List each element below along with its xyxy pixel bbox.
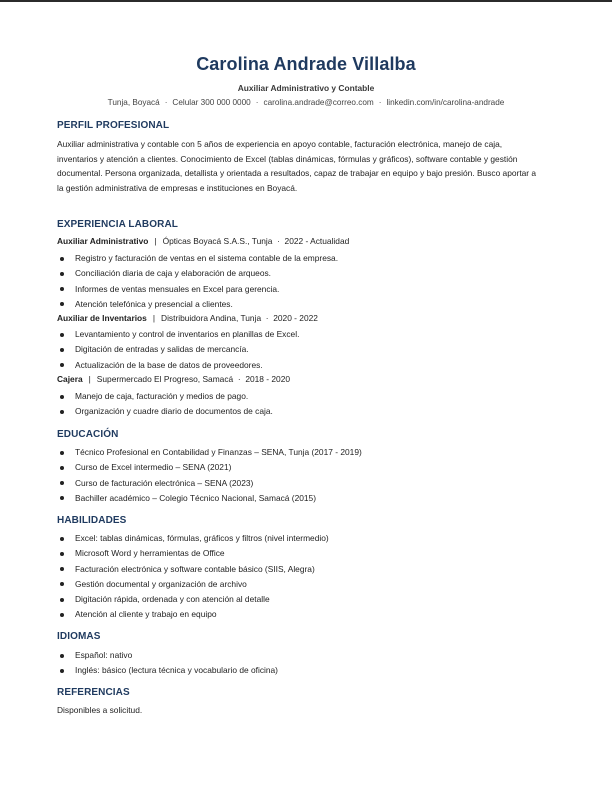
list-item: Digitación de entradas y salidas de mercancía. (57, 342, 299, 357)
job-dot: · (265, 313, 269, 323)
contact-separator: · (378, 98, 382, 107)
list-item: Atención al cliente y trabajo en equipo (57, 607, 329, 622)
contact-location: Tunja, Boyacá (107, 98, 160, 107)
job-header (57, 236, 349, 246)
perfil-text: Auxiliar administrativa y contable con 5 años de experiencia en apoyo contable, facturación electrónica, manejo de caja, inventarios y atención a clientes. Conocimiento de Excel (tablas dinámicas, fórmulas y gráficos), software contable y gestión documental. Persona organizada, detallista y orientada a resultados, capaz de trabajar en equipo y bajo presión. Busco aportar a la gestión administrativa de empresas e instituciones en Boyacá. (57, 139, 537, 193)
list-item: Español: nativo (57, 648, 278, 663)
list-item: Excel: tablas dinámicas, fórmulas, gráficos y filtros (nivel intermedio) (57, 531, 329, 546)
contact-line (57, 98, 555, 107)
job-separator: | (152, 313, 156, 323)
section-title-experiencia: EXPERIENCIA LABORAL (57, 219, 178, 230)
contact-email[interactable]: carolina.andrade@correo.com (263, 98, 374, 107)
education-list (57, 445, 362, 506)
list-item: Bachiller académico – Colegio Técnico Nacional, Samacá (2015) (57, 491, 362, 506)
contact-linkedin[interactable]: linkedin.com/in/carolina-andrade (386, 98, 505, 107)
list-item: Curso de Excel intermedio – SENA (2021) (57, 460, 362, 475)
candidate-name: Carolina Andrade Villalba (196, 54, 416, 74)
job-tasks-list (57, 389, 273, 420)
list-item: Actualización de la base de datos de proveedores. (57, 358, 299, 373)
job-dot: · (277, 236, 280, 246)
job-tasks-list (57, 251, 338, 312)
job-dates: 2020 - 2022 (273, 313, 318, 323)
list-item: Gestión documental y organización de archivo (57, 577, 329, 592)
top-border (0, 0, 612, 2)
job-company: Supermercado El Progreso, Samacá (96, 374, 234, 384)
list-item: Microsoft Word y herramientas de Office (57, 546, 329, 561)
job-header (57, 313, 318, 323)
referencias-text: Disponibles a solicitud. (57, 705, 143, 715)
job-company: Ópticas Boyacá S.A.S., Tunja (162, 236, 273, 246)
list-item: Registro y facturación de ventas en el sistema contable de la empresa. (57, 251, 338, 266)
languages-list (57, 648, 278, 679)
list-item: Informes de ventas mensuales en Excel para gerencia. (57, 282, 338, 297)
list-item: Facturación electrónica y software contable básico (SIIS, Alegra) (57, 562, 329, 577)
list-item: Curso de facturación electrónica – SENA (2023) (57, 476, 362, 491)
candidate-role: Auxiliar Administrativo y Contable (237, 83, 375, 93)
section-title-referencias: REFERENCIAS (57, 687, 130, 698)
section-title-perfil: PERFIL PROFESIONAL (57, 120, 170, 131)
contact-separator: · (164, 98, 168, 107)
contact-separator: · (255, 98, 259, 107)
job-tasks-list (57, 327, 299, 373)
job-separator: | (88, 374, 91, 384)
job-title: Cajera (57, 374, 83, 384)
list-item: Organización y cuadre diario de documentos de caja. (57, 404, 273, 419)
list-item: Técnico Profesional en Contabilidad y Finanzas – SENA, Tunja (2017 - 2019) (57, 445, 362, 460)
job-dates: 2018 - 2020 (245, 374, 291, 384)
list-item: Atención telefónica y presencial a clientes. (57, 297, 338, 312)
section-title-educacion: EDUCACIÓN (57, 429, 119, 440)
list-item: Manejo de caja, facturación y medios de pago. (57, 389, 273, 404)
contact-phone: Celular 300 000 0000 (172, 98, 251, 107)
list-item: Inglés: básico (lectura técnica y vocabulario de oficina) (57, 663, 278, 678)
job-dates: 2022 - Actualidad (284, 236, 350, 246)
list-item: Conciliación diaria de caja y elaboración de arqueos. (57, 266, 338, 281)
list-item: Digitación rápida, ordenada y con atención al detalle (57, 592, 329, 607)
skills-list (57, 531, 329, 623)
job-title: Auxiliar de Inventarios (57, 313, 147, 323)
job-company: Distribuidora Andina, Tunja (161, 313, 262, 323)
job-title: Auxiliar Administrativo (57, 236, 149, 246)
section-title-idiomas: IDIOMAS (57, 631, 101, 642)
job-dot: · (237, 374, 241, 384)
job-header (57, 374, 290, 384)
job-separator: | (154, 236, 157, 246)
list-item: Levantamiento y control de inventarios en planillas de Excel. (57, 327, 299, 342)
section-title-habilidades: HABILIDADES (57, 515, 127, 526)
